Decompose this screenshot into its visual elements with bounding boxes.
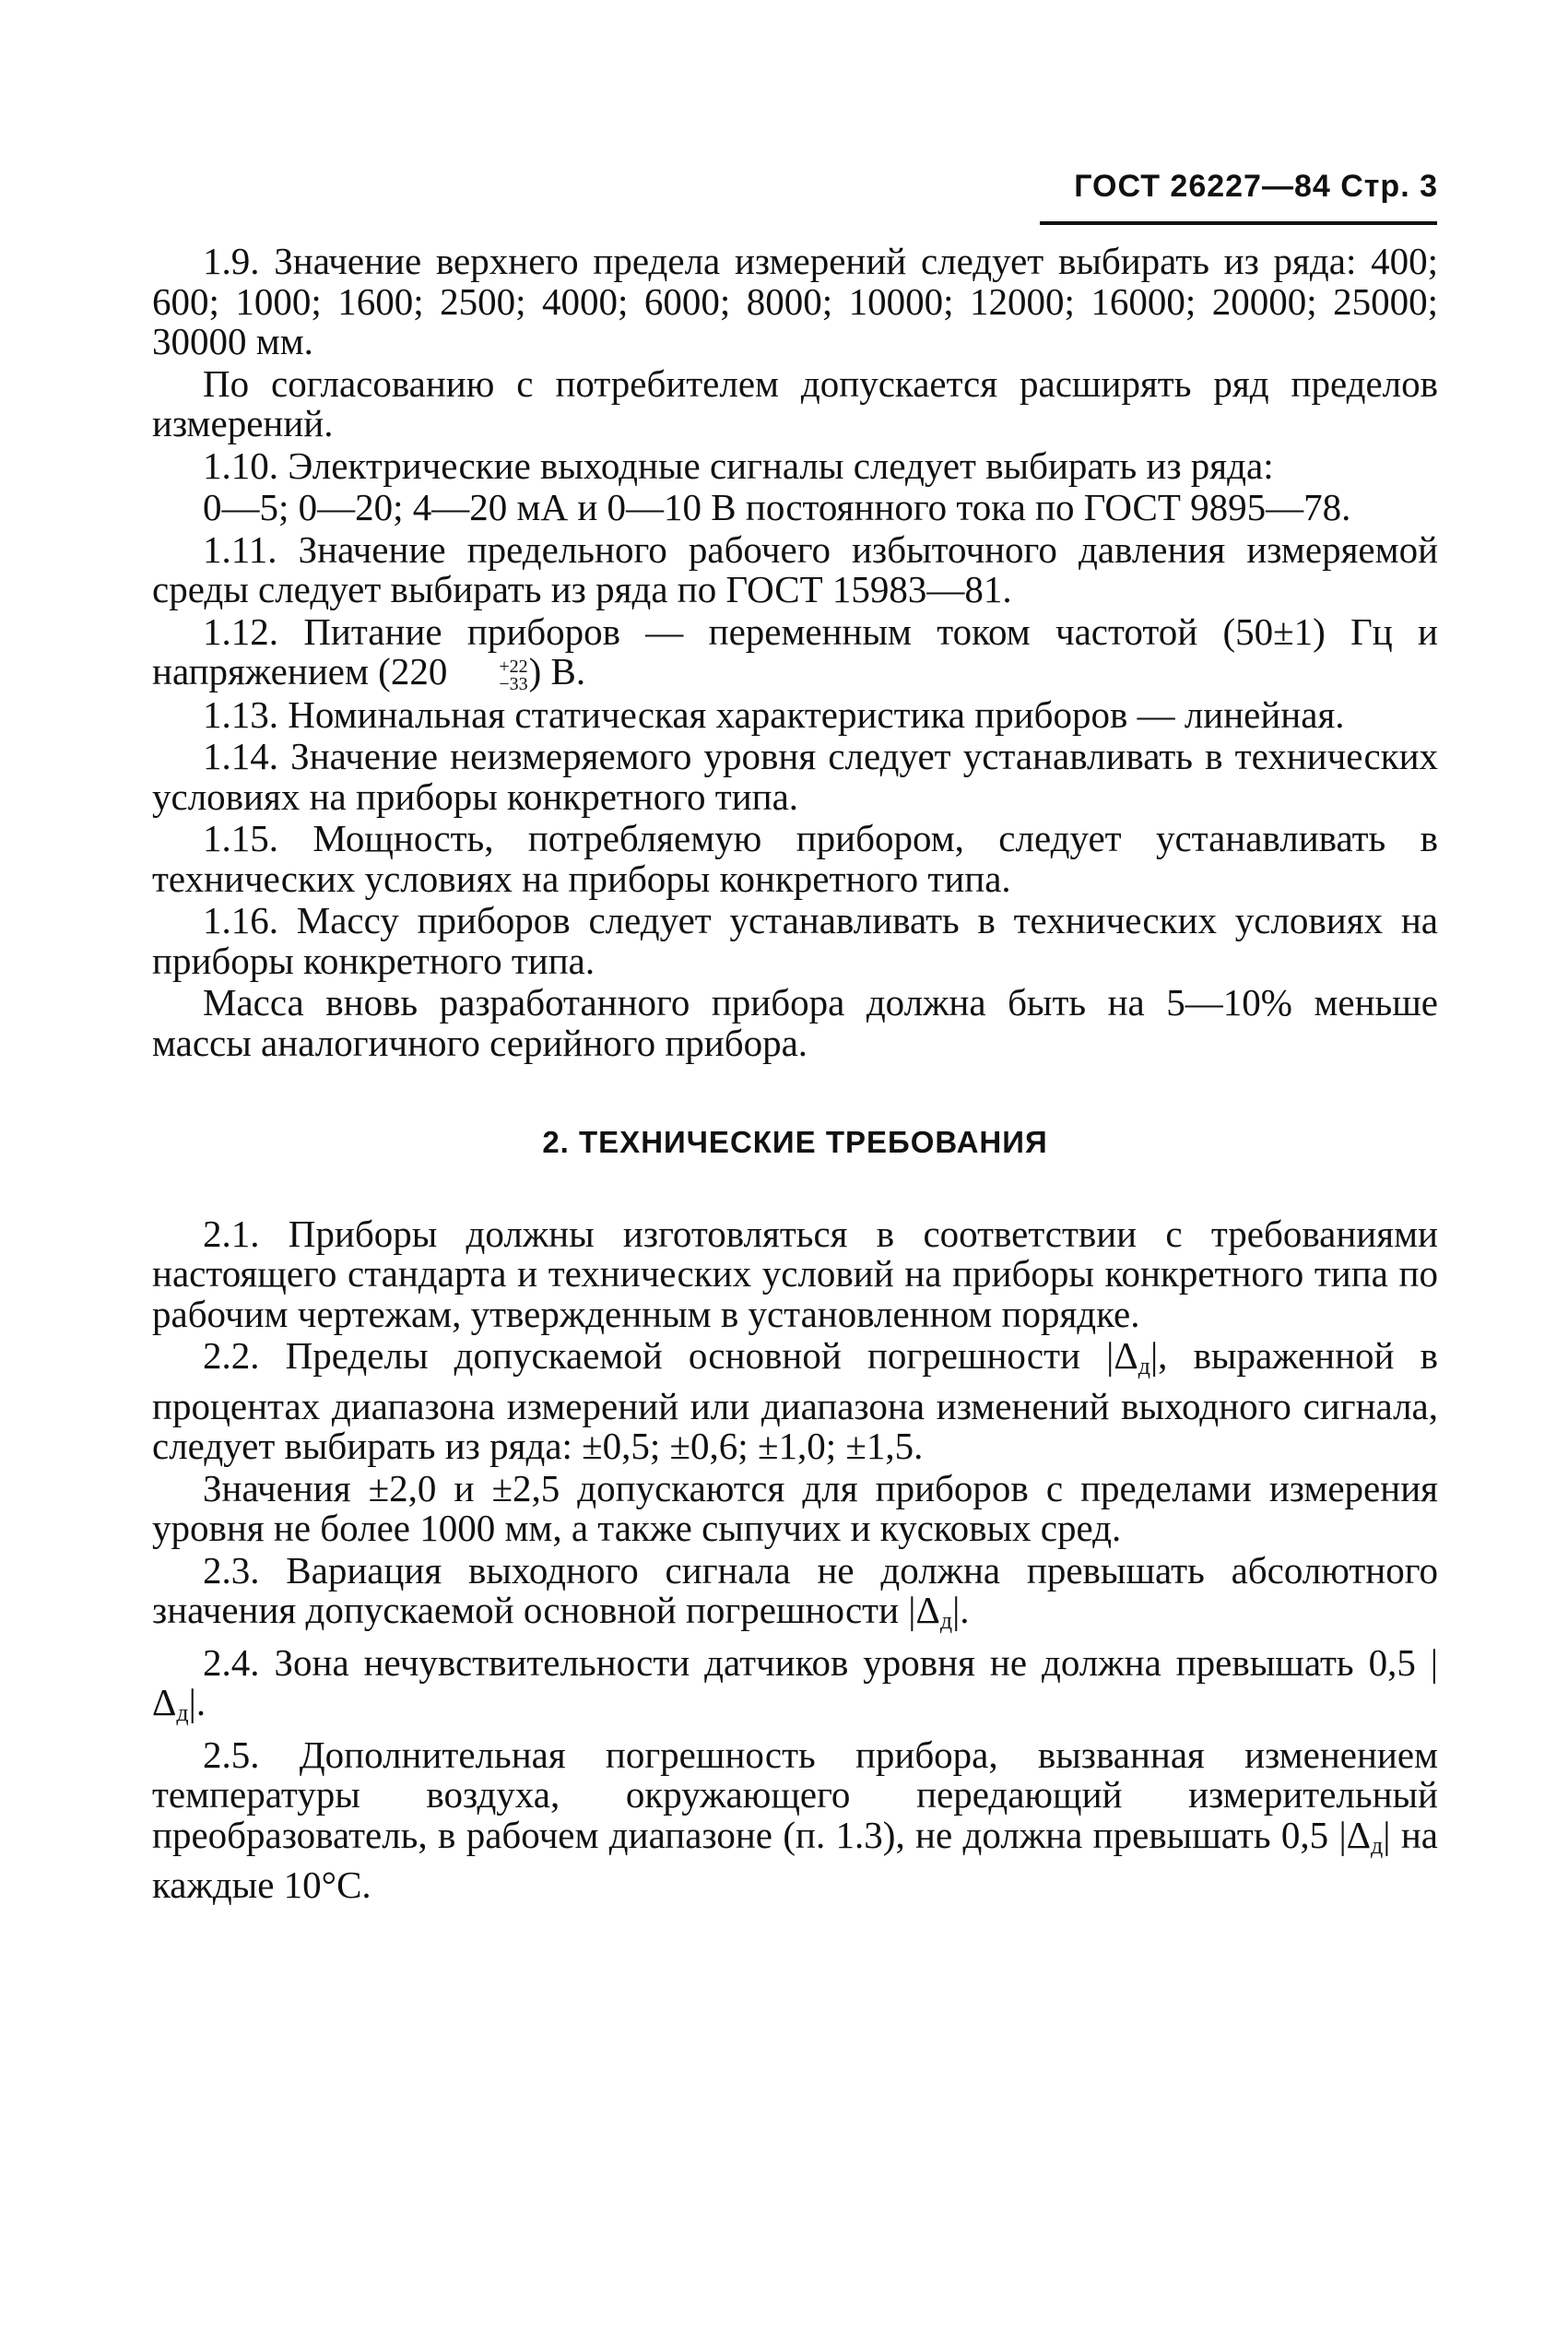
clause-text: Номинальная статическая характеристика приборов — линейная. <box>288 692 1345 736</box>
clause-number: 1.11. <box>203 527 277 571</box>
clause-text-end: |, выраженной в процентах диапазона измерений или диапазона изменений выходного сигнала, следует выбирать из ряда: ±0,5; ±0,6; ±1,0; ±1,5. <box>152 1334 1438 1468</box>
clause-number: 1.16. <box>203 899 278 942</box>
page-header: ГОСТ 26227—84 Стр. 3 <box>1074 169 1438 204</box>
clause-1-14 <box>152 737 1438 817</box>
clause-1-9-note: По согласованию с потребителем допускается расширять ряд пределов измерений. <box>152 361 1438 444</box>
clause-number: 1.10. <box>203 444 278 487</box>
clause-text: Зона нечувствительности датчиков уровня не должна превышать 0,5 |Δ <box>152 1640 1438 1724</box>
clause-2-1 <box>152 1214 1438 1335</box>
clause-number: 1.14. <box>203 735 278 778</box>
clause-text: Пределы допускаемой основной погрешности |Δ <box>285 1334 1138 1378</box>
clause-2-4 <box>152 1640 1438 1733</box>
clause-text-end: | на каждые 10°C. <box>152 1813 1438 1907</box>
clause-text: Вариация выходного сигнала не должна превышать абсолютного значения допускаемой основной погрешности |Δ <box>152 1548 1438 1632</box>
clause-text-end: |. <box>952 1589 970 1632</box>
clause-text: Мощность, потребляемую прибором, следует устанавливать в технических условиях на приборы конкретного типа. <box>152 817 1438 900</box>
clause-number: 2.3. <box>203 1548 260 1591</box>
tolerance-lower: −33 <box>499 673 528 694</box>
voltage-tolerance <box>448 658 527 693</box>
clause-1-10-values: 0—5; 0—20; 4—20 мА и 0—10 В постоянного тока по ГОСТ 9895—78. <box>203 486 1351 528</box>
tolerance-upper: +22 <box>499 656 528 677</box>
clause-number: 1.15. <box>203 817 278 860</box>
delta-subscript: д <box>1138 1353 1150 1380</box>
clause-number: 2.1. <box>203 1212 260 1255</box>
clause-text: Значение предельного рабочего избыточного давления измеряемой среды следует выбирать из ряда по ГОСТ 15983—81. <box>152 527 1439 610</box>
clause-2-3 <box>152 1548 1438 1641</box>
header-rule <box>1040 221 1437 225</box>
clause-1-16 <box>152 901 1438 981</box>
clause-1-15 <box>152 819 1438 899</box>
clause-text: Электрические выходные сигналы следует выбирать из ряда: <box>288 444 1274 487</box>
clause-1-13 <box>152 692 1438 736</box>
clause-text: Приборы должны изготовляться в соответствии с требованиями настоящего стандарта и технических условий на приборы конкретного типа по рабочим чертежам, утвержденным в установленном порядке. <box>152 1212 1438 1335</box>
clause-text: Значение верхнего предела измерений следует выбирать из ряда: 400; 600; 1000; 1600; 2500; 4000; 6000; 8000; 10000; 12000; 16000; 20000; 25000; 30000 мм. <box>152 240 1438 362</box>
clause-text: Значение неизмеряемого уровня следует устанавливать в технических условиях на приборы конкретного типа. <box>152 735 1439 818</box>
clause-2-2 <box>152 1336 1438 1467</box>
clause-text: Массу приборов следует устанавливать в технических условиях на приборы конкретного типа. <box>152 899 1438 982</box>
delta-subscript: д <box>1371 1831 1384 1859</box>
delta-subscript: д <box>939 1607 953 1635</box>
clause-2-2-note: Значения ±2,0 и ±2,5 допускаются для приборов с пределами измерения уровня не более 1000 мм, а также сыпучих и кусковых сред. <box>152 1466 1438 1550</box>
clause-number: 2.2. <box>203 1334 260 1378</box>
section-heading-2: 2. ТЕХНИЧЕСКИЕ ТРЕБОВАНИЯ <box>542 1125 1048 1160</box>
clause-number: 1.13. <box>203 692 278 736</box>
clause-2-5 <box>152 1735 1438 1906</box>
clause-1-10 <box>152 446 1438 487</box>
clause-text-end: |. <box>188 1681 206 1724</box>
delta-subscript: д <box>176 1699 189 1727</box>
clause-1-16-note: Масса вновь разработанного прибора должна быть на 5—10% меньше массы аналогичного серийного прибора. <box>152 981 1438 1064</box>
clause-1-9 <box>152 242 1438 362</box>
clause-1-11 <box>152 527 1439 610</box>
document-body <box>152 242 1438 1906</box>
clause-text-end: ) В. <box>528 650 586 692</box>
clause-text: Питание приборов — переменным током частотой (50±1) Гц и напряжением (220 <box>152 609 1439 692</box>
clause-text: Дополнительная погрешность прибора, вызванная изменением температуры воздуха, окружающего передающий измерительный преобразователь, в рабочем диапазоне (п. 1.3), не должна превышать 0,5 |Δ <box>152 1733 1438 1856</box>
clause-number: 1.12. <box>203 609 278 653</box>
clause-number: 2.5. <box>203 1733 260 1776</box>
clause-number: 2.4. <box>203 1640 260 1684</box>
clause-1-12 <box>152 609 1439 694</box>
clause-number: 1.9. <box>203 240 260 282</box>
